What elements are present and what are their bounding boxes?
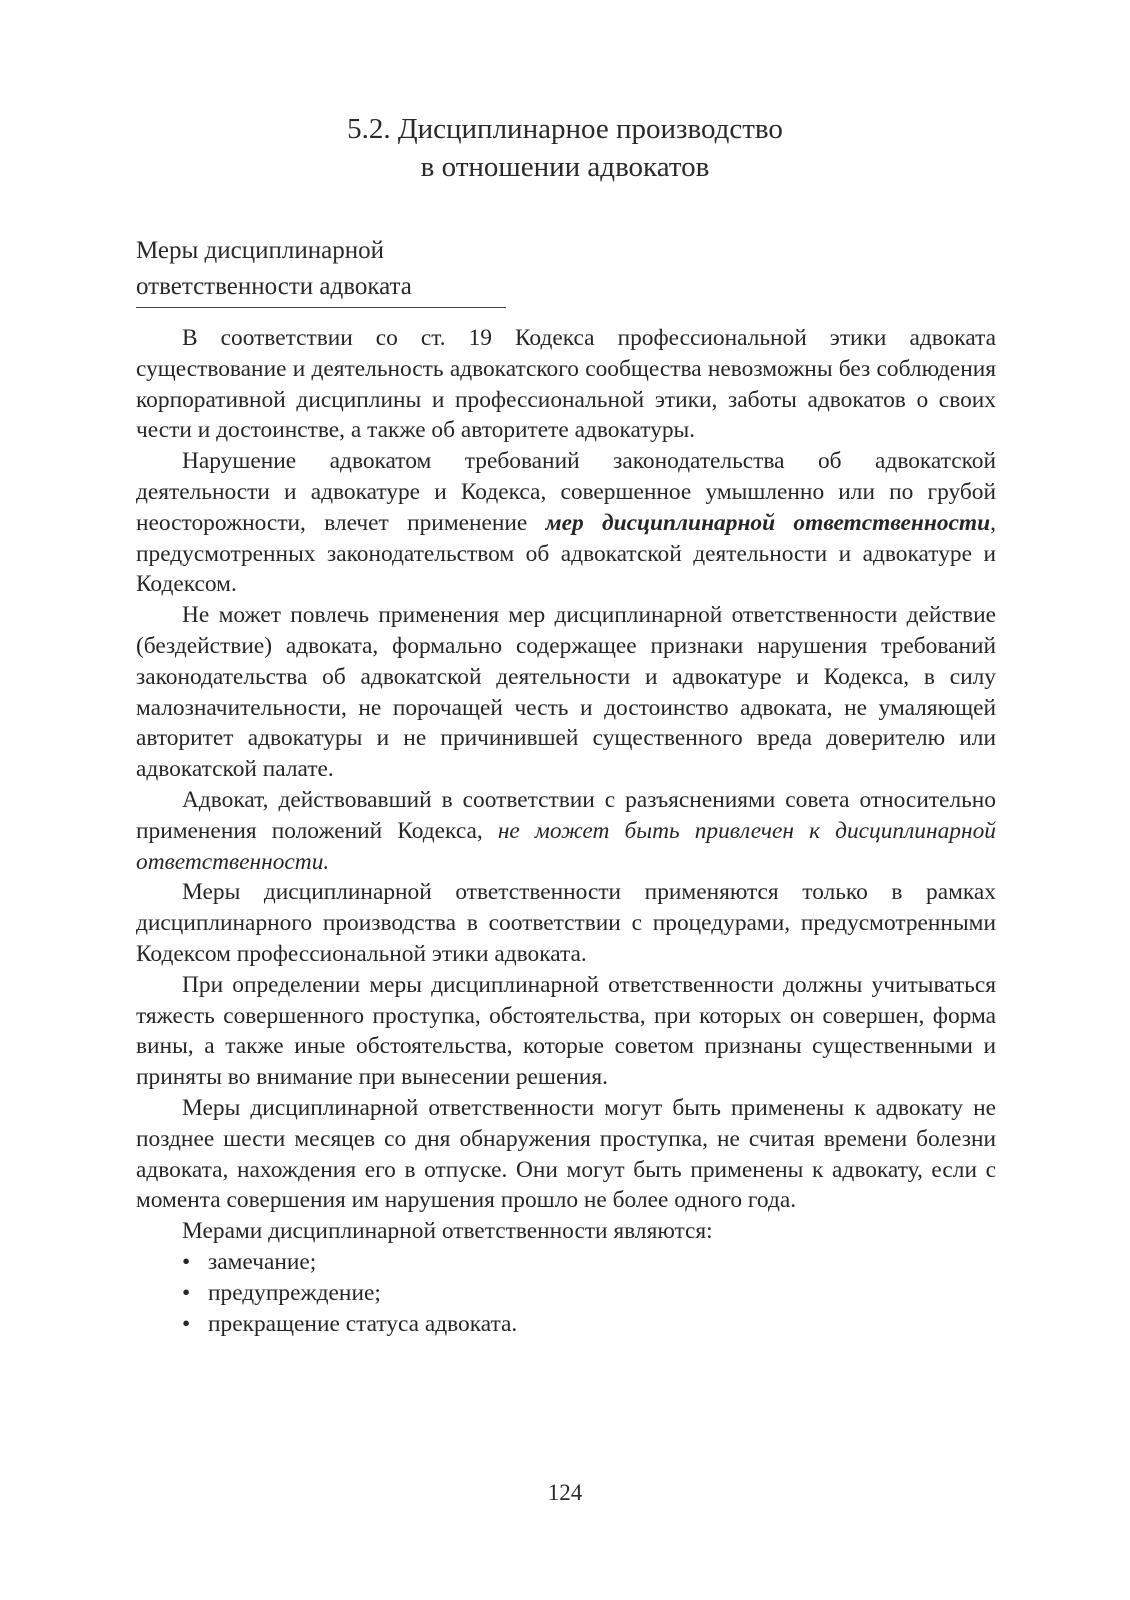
body-text <box>136 323 996 1339</box>
list-item <box>182 1278 996 1309</box>
paragraph-4-emphasis: не может быть привлечен к дисциплинарной ответственности. <box>136 817 996 875</box>
measures-list <box>136 1247 996 1339</box>
paragraph-2-text-after: , предусмотренных законодательством об адвокатской деятельности и адвокатуре и Кодексом. <box>136 509 996 598</box>
list-item <box>182 1309 996 1340</box>
list-item-text: предупреждение; <box>208 1279 381 1306</box>
paragraph-5: Меры дисциплинарной ответственности применяются только в рамках дисциплинарного производства в соответствии с процедурами, предусмотренными Кодексом профессиональной этики адвоката. <box>136 879 996 967</box>
section-heading-line-1: Меры дисциплинарной <box>136 237 384 264</box>
paragraph-2-text-before: Нарушение адвокатом требований законодательства об адвокатской деятельности и адвокатуре и Кодекса, совершенное умышленно или по грубой неосторожности, влечет применение <box>136 448 996 536</box>
paragraph-6: При определении меры дисциплинарной ответственности должны учитываться тяжесть совершенного проступка, обстоятельства, при которых он совершен, форма вины, а также иные обстоятельства, которые советом признаны существенными и приняты во внимание при вынесении решения. <box>136 971 996 1091</box>
paragraph-2 <box>136 446 996 600</box>
chapter-title <box>0 110 1130 186</box>
bullet-icon: • <box>182 1279 191 1306</box>
section-heading-line-2: ответственности адвоката <box>136 273 412 300</box>
paragraph-1: В соответствии со ст. 19 Кодекса профессиональной этики адвоката существование и деятельность адвокатского сообщества невозможны без соблюдения корпоративной дисциплины и профессиональной этики, заботы адвокатов о своих чести и достоинстве, а также об авторитете адвокатуры. <box>136 325 996 444</box>
paragraph-7: Меры дисциплинарной ответственности могут быть применены к адвокату не позднее шести месяцев со дня обнаружения проступка, не считая времени болезни адвоката, нахождения его в отпуске. Они могут быть применены к адвокату, если с момента совершения им нарушения прошло не более одного года. <box>136 1094 996 1214</box>
paragraph-2-emphasis: мер дисциплинарной ответственности <box>545 509 991 536</box>
list-item-text: прекращение статуса адвоката. <box>208 1310 518 1337</box>
paragraph-3: Не может повлечь применения мер дисциплинарной ответственности действие (бездействие) адвоката, формально содержащее признаки нарушения требований законодательства об адвокатской деятельности и адвокатуре и Кодекса, в силу малозначительности, не порочащей честь и достоинство адвоката, не умаляющей авторитет адвокатуры и не причинившей существенного вреда доверителю или адвокатской палате. <box>136 602 996 783</box>
bullet-icon: • <box>182 1248 191 1275</box>
page-number: 124 <box>547 1480 583 1505</box>
paragraph-8: Мерами дисциплинарной ответственности являются: <box>182 1218 713 1245</box>
list-item <box>182 1247 996 1278</box>
paragraph-4-text-before: Адвокат, действовавший в соответствии с разъяснениями совета относительно применения положений Кодекса, <box>136 786 996 844</box>
chapter-title-line-2: в отношении адвокатов <box>420 151 710 183</box>
section-heading <box>136 233 506 308</box>
bullet-icon: • <box>182 1310 191 1337</box>
paragraph-4 <box>136 785 996 877</box>
list-item-text: замечание; <box>208 1248 317 1275</box>
chapter-title-line-1: 5.2. Дисциплинарное производство <box>347 113 783 145</box>
